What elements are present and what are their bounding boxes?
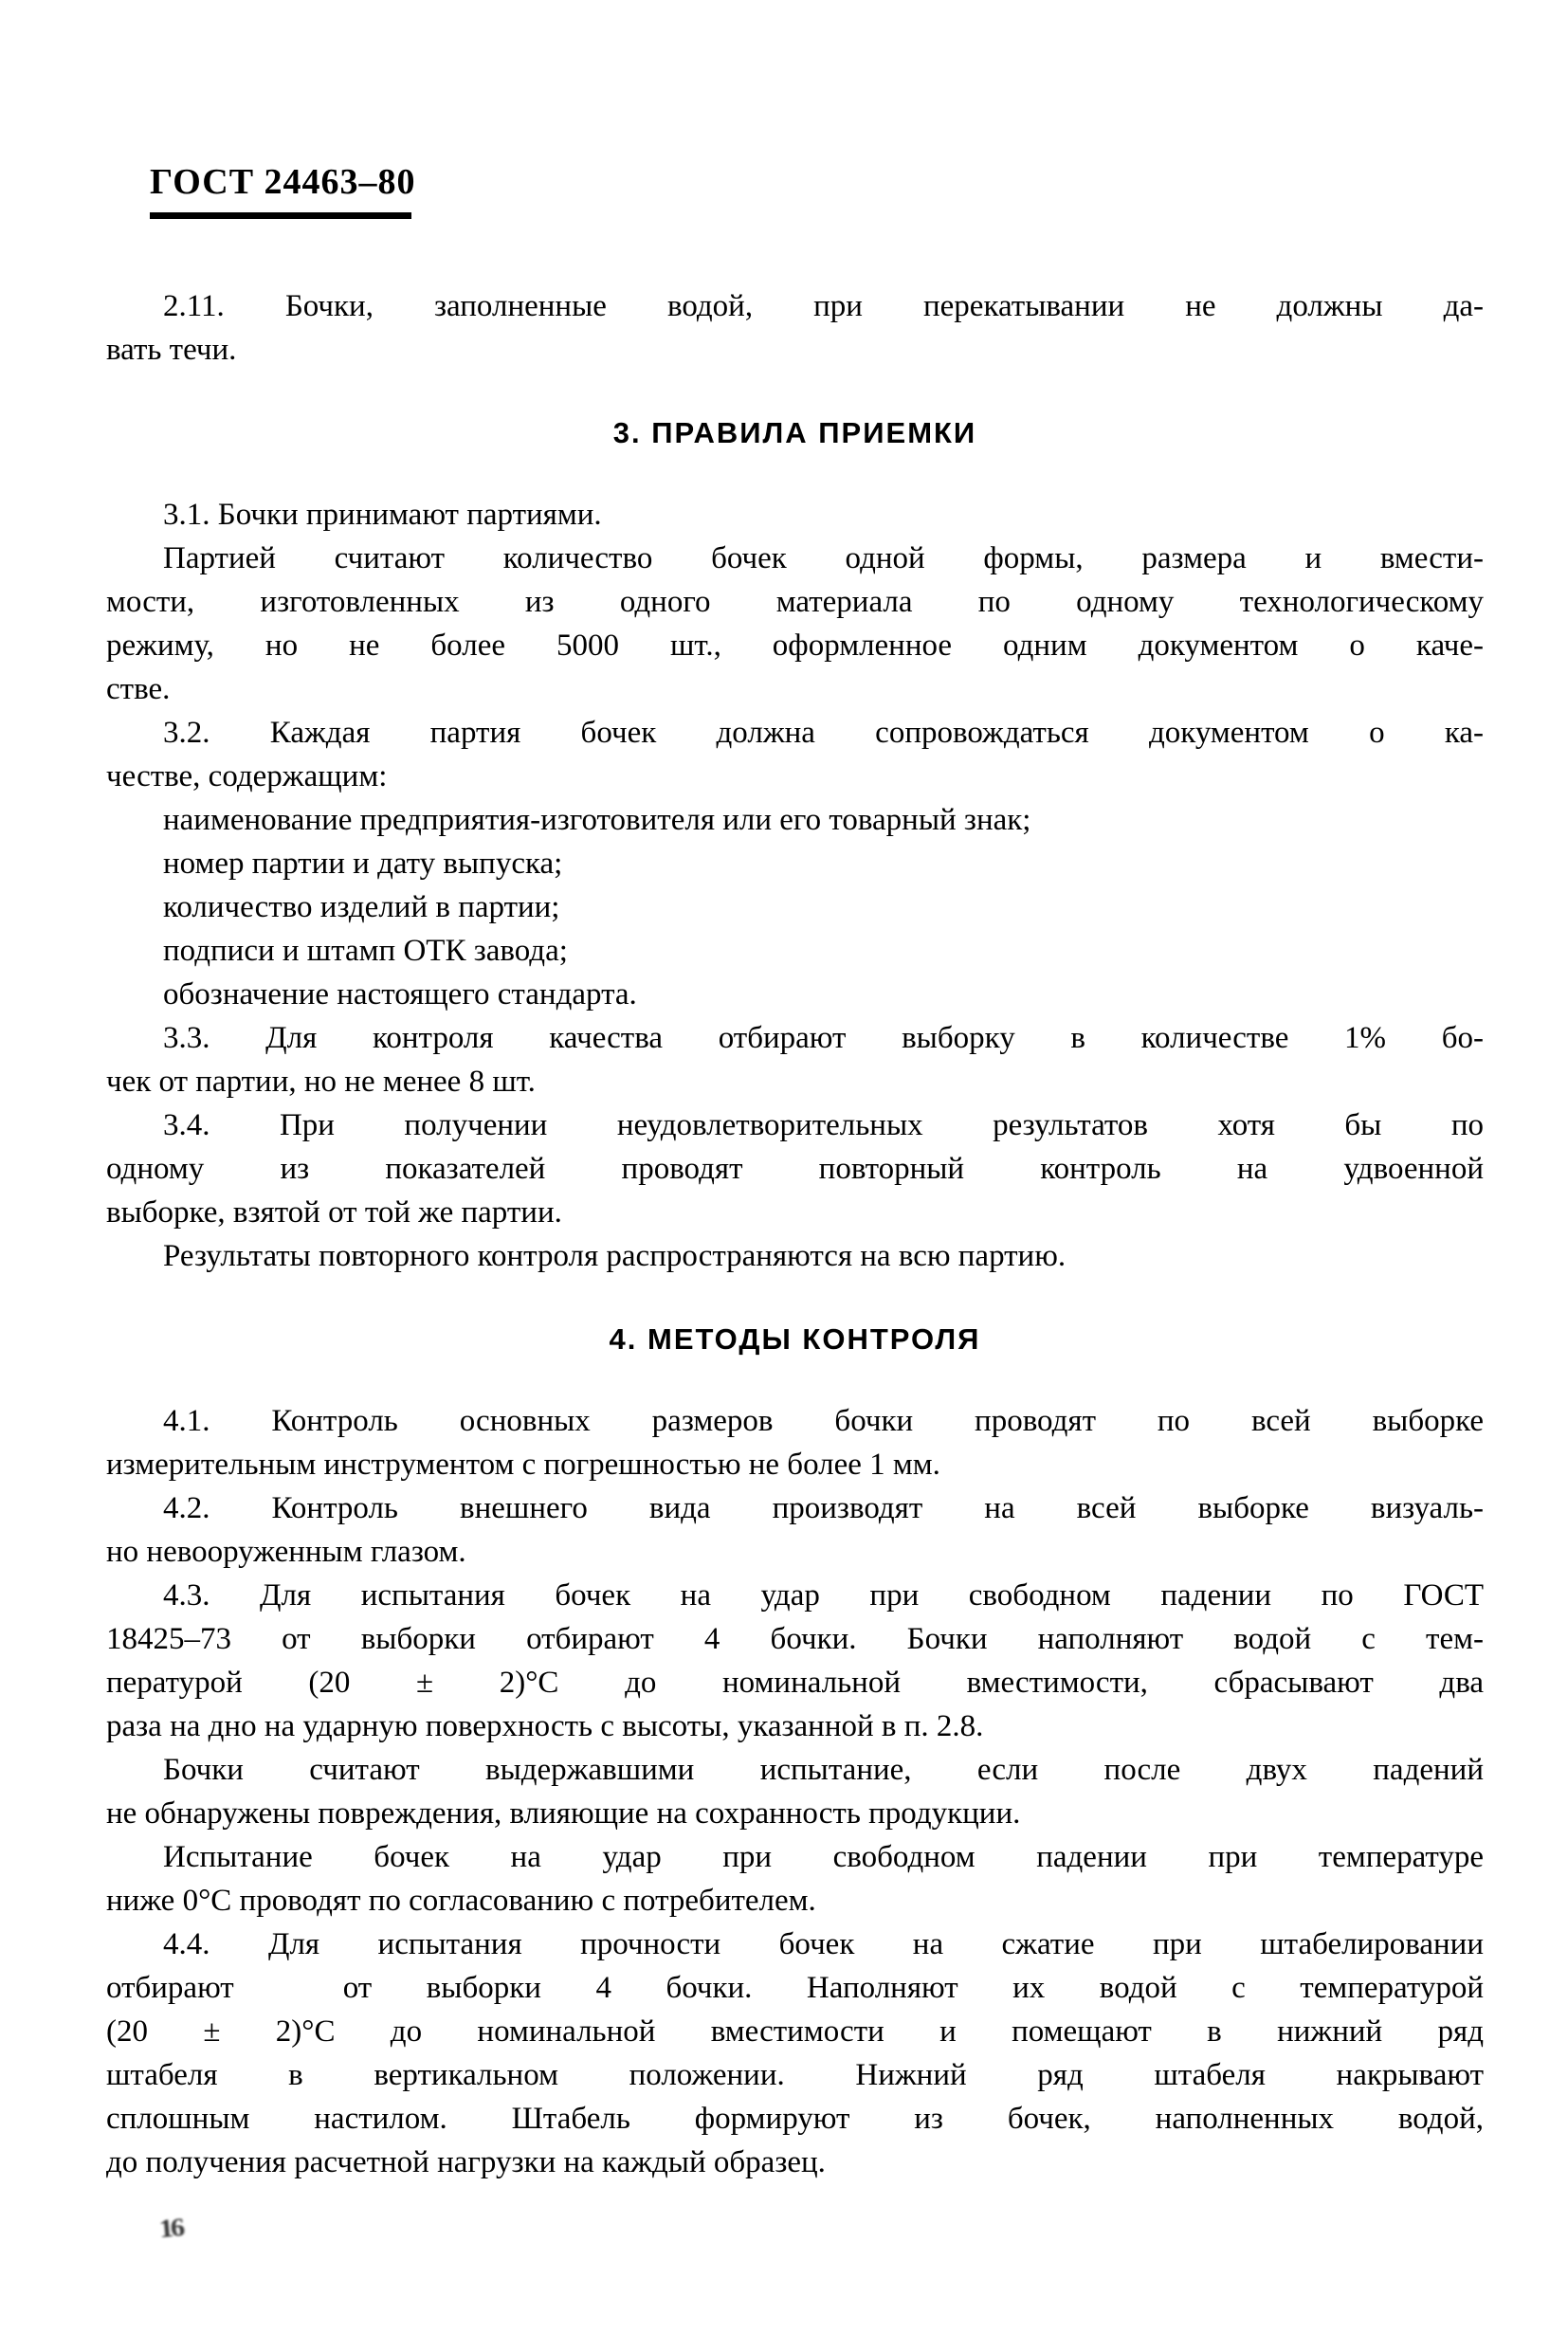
text-line: Партией считают количество бочек одной формы, размера и вмести- [163, 541, 1484, 575]
paragraph [106, 711, 1484, 798]
text-line: номер партии и дату выпуска; [163, 847, 563, 881]
paragraph [106, 1574, 1484, 1748]
text-line: (20 ± 2)°С до номинальной вместимости и помещают в нижний ряд [106, 2014, 1484, 2049]
text-line: пературой (20 ± 2)°С до номинальной вместимости, сбрасывают два [106, 1666, 1484, 1700]
paragraph [106, 1748, 1484, 1835]
text-line: 2.11. Бочки, заполненные водой, при перекатывании не должны да- [163, 289, 1484, 323]
paragraph [106, 284, 1484, 372]
page-header [150, 161, 416, 219]
text-line: но невооруженным глазом. [106, 1535, 466, 1569]
text-line: чек от партии, но не менее 8 шт. [106, 1065, 536, 1099]
paragraph [106, 1399, 1484, 1486]
text-line: наименование предприятия-изготовителя или его товарный знак; [163, 803, 1031, 837]
paragraph [106, 493, 1484, 537]
text-line: до получения расчетной нагрузки на каждый образец. [106, 2145, 826, 2179]
text-line: количество изделий в партии; [163, 890, 560, 924]
text-line: измерительным инструментом с погрешностью не более 1 мм. [106, 1448, 940, 1482]
text-line: обозначение настоящего стандарта. [163, 977, 637, 1011]
section-heading: 3. ПРАВИЛА ПРИЕМКИ [612, 416, 977, 449]
text-line: 4.1. Контроль основных размеров бочки проводят по всей выборке [163, 1404, 1484, 1438]
paragraph [106, 885, 1484, 929]
document-body [106, 284, 1484, 2184]
text-line: Испытание бочек на удар при свободном падении при температуре [163, 1840, 1484, 1874]
text-line: не обнаружены повреждения, влияющие на сохранность продукции. [106, 1796, 1021, 1831]
text-line: 3.3. Для контроля качества отбирают выборку в количестве 1% бо- [163, 1021, 1484, 1055]
paragraph [106, 1103, 1484, 1234]
section-heading: 4. МЕТОДЫ КОНТРОЛЯ [609, 1322, 981, 1356]
text-line: раза на дно на ударную поверхность с высоты, указанной в п. 2.8. [106, 1709, 984, 1743]
paragraph [106, 1486, 1484, 1574]
text-line: стве. [106, 672, 171, 706]
text-line: 3.1. Бочки принимают партиями. [163, 498, 602, 532]
text-line: подписи и штамп ОТК завода; [163, 934, 568, 968]
text-line: 4.3. Для испытания бочек на удар при свободном падении по ГОСТ [163, 1578, 1484, 1613]
paragraph [106, 842, 1484, 885]
text-line: Бочки считают выдержавшими испытание, если после двух падений [163, 1753, 1484, 1787]
paragraph [106, 537, 1484, 711]
text-line: ниже 0°С проводят по согласованию с потребителем. [106, 1884, 816, 1918]
paragraph [106, 973, 1484, 1016]
text-line: Результаты повторного контроля распространяются на всю партию. [163, 1239, 1067, 1273]
text-line: вать течи. [106, 333, 237, 367]
header-rule [150, 212, 411, 219]
paragraph [106, 798, 1484, 842]
text-line: честве, содержащим: [106, 759, 388, 793]
page-number: 16 [157, 2213, 184, 2244]
standard-number: ГОСТ 24463–80 [150, 162, 416, 202]
text-line: одному из показателей проводят повторный контроль на удвоенной [106, 1152, 1484, 1186]
paragraph [106, 1016, 1484, 1103]
paragraph [106, 1234, 1484, 1278]
text-line: выборке, взятой от той же партии. [106, 1195, 562, 1230]
text-line: 18425–73 от выборки отбирают 4 бочки. Бочки наполняют водой с тем- [106, 1622, 1484, 1656]
text-line: мости, изготовленных из одного материала по одному технологическому [106, 585, 1484, 619]
paragraph [106, 929, 1484, 973]
text-line: 3.4. При получении неудовлетворительных результатов хотя бы по [163, 1108, 1484, 1142]
text-line: 4.2. Контроль внешнего вида производят на всей выборке визуаль- [163, 1491, 1484, 1525]
text-line: 3.2. Каждая партия бочек должна сопровождаться документом о ка- [163, 716, 1484, 750]
text-line: отбирают от выборки 4 бочки. Наполняют их водой с температурой [106, 1971, 1484, 2005]
text-line: штабеля в вертикальном положении. Нижний ряд штабеля накрывают [106, 2058, 1484, 2092]
text-line: режиму, но не более 5000 шт., оформленное одним документом о каче- [106, 629, 1484, 663]
text-line: сплошным настилом. Штабель формируют из бочек, наполненных водой, [106, 2102, 1484, 2136]
text-line: 4.4. Для испытания прочности бочек на сжатие при штабелировании [163, 1927, 1484, 1961]
paragraph [106, 1835, 1484, 1923]
paragraph [106, 1923, 1484, 2184]
